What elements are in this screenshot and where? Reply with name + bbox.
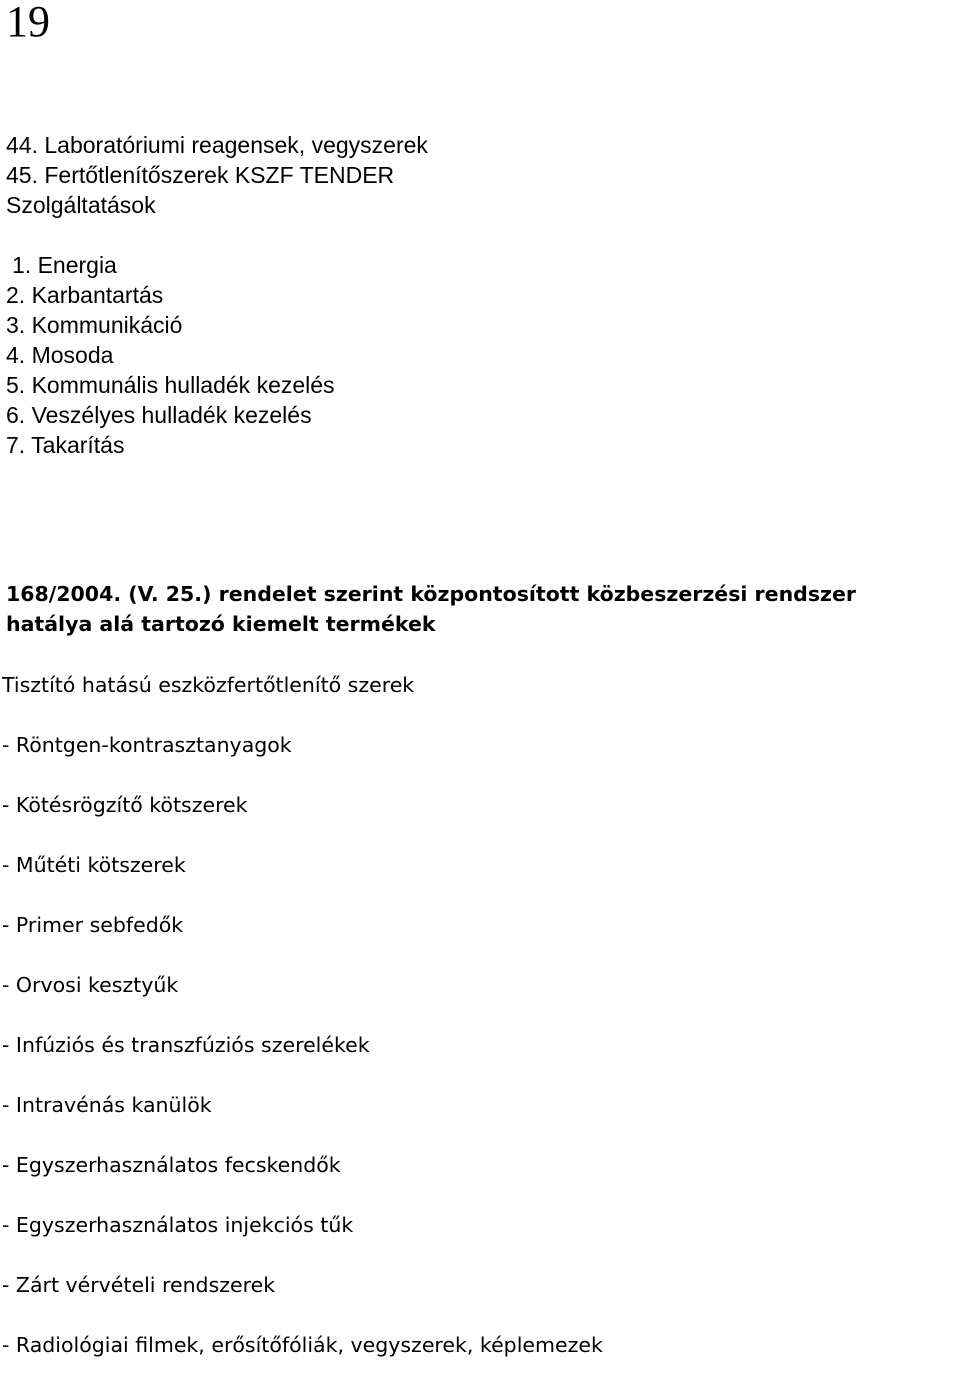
list-item: - Egyszerhasználatos injekciós tűk [2, 1213, 354, 1237]
list-item: 3. Kommunikáció [6, 312, 183, 338]
list-item: - Primer sebfedők [2, 913, 184, 937]
list-item: - Egyszerhasználatos fecskendők [2, 1153, 341, 1177]
section-heading [6, 579, 958, 639]
list-item: 6. Veszélyes hulladék kezelés [6, 402, 312, 428]
heading-line: hatálya alá tartozó kiemelt termékek [6, 612, 436, 636]
product-list [2, 670, 603, 1390]
list-item: 5. Kommunális hulladék kezelés [6, 372, 335, 398]
list-item: 7. Takarítás [6, 432, 125, 458]
list-item: 45. Fertőtlenítőszerek KSZF TENDER [6, 162, 395, 188]
list-item: - Intravénás kanülök [2, 1093, 212, 1117]
heading-line: 168/2004. (V. 25.) rendelet szerint központosított közbeszerzési rendszer [6, 582, 856, 606]
list-item: 4. Mosoda [6, 342, 114, 368]
list-item: 1. Energia [12, 252, 117, 278]
section-title-services: Szolgáltatások [6, 192, 156, 218]
list-item: Tisztító hatású eszközfertőtlenítő szerek [2, 673, 415, 697]
list-item: 44. Laboratóriumi reagensek, vegyszerek [6, 132, 428, 158]
services-list [6, 250, 335, 460]
top-list [6, 130, 428, 220]
list-item: - Kötésrögzítő kötszerek [2, 793, 248, 817]
list-item: - Műtéti kötszerek [2, 853, 186, 877]
list-item: - Radiológiai filmek, erősítőfóliák, vegyszerek, képlemezek [2, 1333, 603, 1357]
list-item: 2. Karbantartás [6, 282, 164, 308]
list-item: - Zárt vérvételi rendszerek [2, 1273, 276, 1297]
page-number: 19 [6, 0, 50, 46]
list-item: - Infúziós és transzfúziós szerelékek [2, 1033, 370, 1057]
list-item: - Röntgen-kontrasztanyagok [2, 733, 292, 757]
list-item: - Orvosi kesztyűk [2, 973, 179, 997]
